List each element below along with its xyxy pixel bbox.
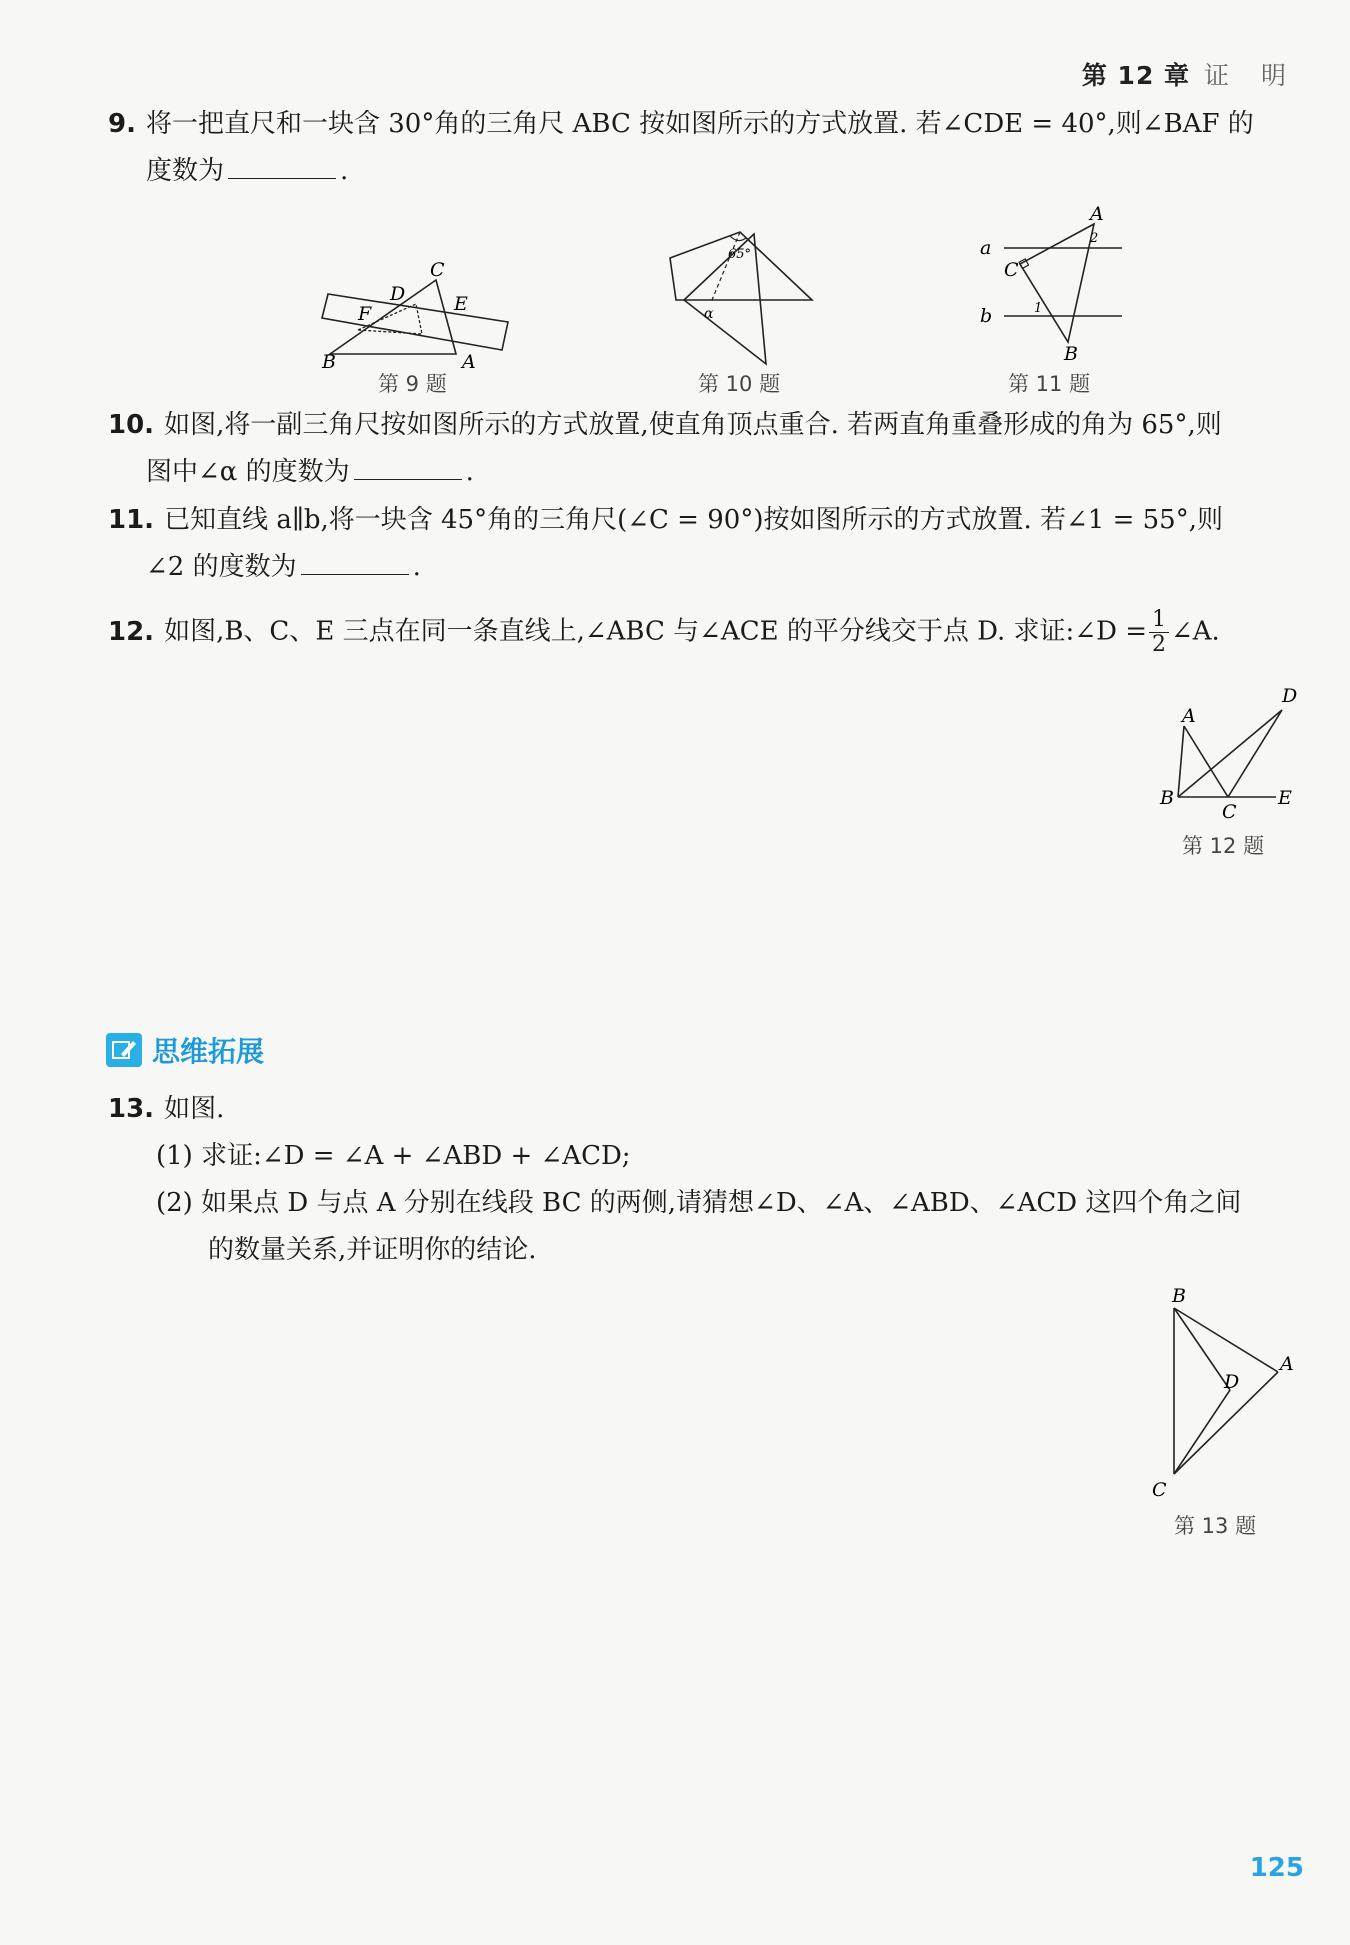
fig10-alpha: α xyxy=(704,306,714,322)
figure-9-drawing xyxy=(318,258,518,368)
fig9-label-B: B xyxy=(322,351,336,368)
problem-number: 11. xyxy=(108,505,155,535)
figure-10-caption: 第 10 题 xyxy=(698,372,781,396)
chapter-header xyxy=(1082,56,1298,92)
fig11-label-A: A xyxy=(1090,204,1104,225)
fig11-label-B: B xyxy=(1064,343,1078,364)
fig12-label-A: A xyxy=(1182,705,1196,727)
figure-11-drawing xyxy=(972,204,1132,364)
fig9-label-E: E xyxy=(454,293,468,315)
problem-11 xyxy=(108,497,1300,591)
fig9-label-D: D xyxy=(390,283,406,305)
fig9-label-C: C xyxy=(430,259,445,281)
problem-text: ∠A. xyxy=(1171,616,1220,647)
fig13-label-C: C xyxy=(1152,1479,1167,1501)
fig12-label-B: B xyxy=(1160,787,1174,809)
figure-13-drawing xyxy=(1148,1284,1298,1504)
fig13-label-A: A xyxy=(1280,1353,1294,1375)
chapter-subject: 证 明 xyxy=(1204,61,1298,90)
fraction-numerator: 1 xyxy=(1149,608,1169,633)
problem-text: ∠2 的度数为 xyxy=(146,552,297,582)
problem-13-part-1: (1) 求证:∠D = ∠A + ∠ABD + ∠ACD; xyxy=(156,1141,631,1171)
answer-blank[interactable] xyxy=(301,552,409,575)
figure-10 xyxy=(664,228,824,368)
problem-text: 如图,将一副三角尺按如图所示的方式放置,使直角顶点重合. 若两直角重叠形成的角为 65°,则 xyxy=(164,410,1222,440)
chapter-number: 第 12 章 xyxy=(1081,61,1191,90)
fig12-label-C: C xyxy=(1222,801,1237,822)
problem-12 xyxy=(108,608,1300,657)
problem-number: 12. xyxy=(108,616,155,647)
problem-number: 10. xyxy=(108,410,155,440)
fig11-angle-2: 2 xyxy=(1090,231,1099,246)
problem-text: . xyxy=(340,156,349,186)
problem-text: 度数为 xyxy=(146,156,225,186)
problem-text: 将一把直尺和一块含 30°角的三角尺 ABC 按如图所示的方式放置. 若∠CDE = 40°,则∠BAF 的 xyxy=(145,109,1254,139)
problem-number: 9. xyxy=(108,109,136,139)
pencil-note-icon xyxy=(106,1033,142,1067)
fig11-label-b: b xyxy=(980,305,993,327)
fig11-label-C: C xyxy=(1004,259,1019,281)
figure-10-drawing xyxy=(664,228,824,368)
problem-text-line2 xyxy=(108,544,1300,591)
problem-9 xyxy=(108,101,1300,195)
problem-text: . xyxy=(465,457,474,487)
figure-9 xyxy=(318,258,518,368)
fig11-angle-1: 1 xyxy=(1034,301,1043,316)
fig10-angle-65: 65° xyxy=(728,247,752,262)
problem-text-line2 xyxy=(108,148,1300,195)
problem-13-part-2: (2) 如果点 D 与点 A 分别在线段 BC 的两侧,请猜想∠D、∠A、∠ABD、∠ACD 这四个角之间 xyxy=(156,1188,1242,1218)
figure-11-caption: 第 11 题 xyxy=(1008,372,1091,396)
problem-13-part-2-cont: 的数量关系,并证明你的结论. xyxy=(208,1235,537,1265)
figure-9-caption: 第 9 题 xyxy=(378,372,447,396)
fig13-label-D: D xyxy=(1224,1371,1240,1393)
problem-number: 13. xyxy=(108,1094,155,1124)
fig9-label-A: A xyxy=(462,351,476,368)
figure-12-caption: 第 12 题 xyxy=(1182,834,1265,858)
problem-10 xyxy=(108,402,1300,496)
problem-13 xyxy=(108,1086,1300,1274)
fig9-label-F: F xyxy=(358,303,372,325)
fig12-label-D: D xyxy=(1282,685,1298,707)
figure-13 xyxy=(1148,1284,1298,1504)
figure-11 xyxy=(972,204,1132,364)
problem-text: 图中∠α 的度数为 xyxy=(146,457,350,487)
figure-13-caption: 第 13 题 xyxy=(1174,1514,1257,1538)
answer-blank[interactable] xyxy=(354,457,462,480)
fraction-one-half xyxy=(1149,608,1169,657)
section-title: 思维拓展 xyxy=(152,1035,265,1068)
fig13-label-B: B xyxy=(1172,1285,1186,1307)
fig11-label-a: a xyxy=(980,237,992,259)
answer-blank[interactable] xyxy=(228,156,336,179)
problem-text: 如图. xyxy=(164,1094,225,1124)
figure-12-drawing xyxy=(1158,682,1298,822)
fraction-denominator: 2 xyxy=(1152,632,1166,657)
section-header xyxy=(106,1030,264,1070)
page-number: 125 xyxy=(1249,1853,1304,1883)
problem-text: . xyxy=(412,552,421,582)
figure-12 xyxy=(1158,682,1298,822)
problem-text: 如图,B、C、E 三点在同一条直线上,∠ABC 与∠ACE 的平分线交于点 D. 求证:∠D = xyxy=(164,616,1147,647)
problem-text-line2 xyxy=(108,449,1300,496)
fig12-label-E: E xyxy=(1278,787,1292,809)
problem-text: 已知直线 a∥b,将一块含 45°角的三角尺(∠C = 90°)按如图所示的方式放置. 若∠1 = 55°,则 xyxy=(164,505,1223,535)
